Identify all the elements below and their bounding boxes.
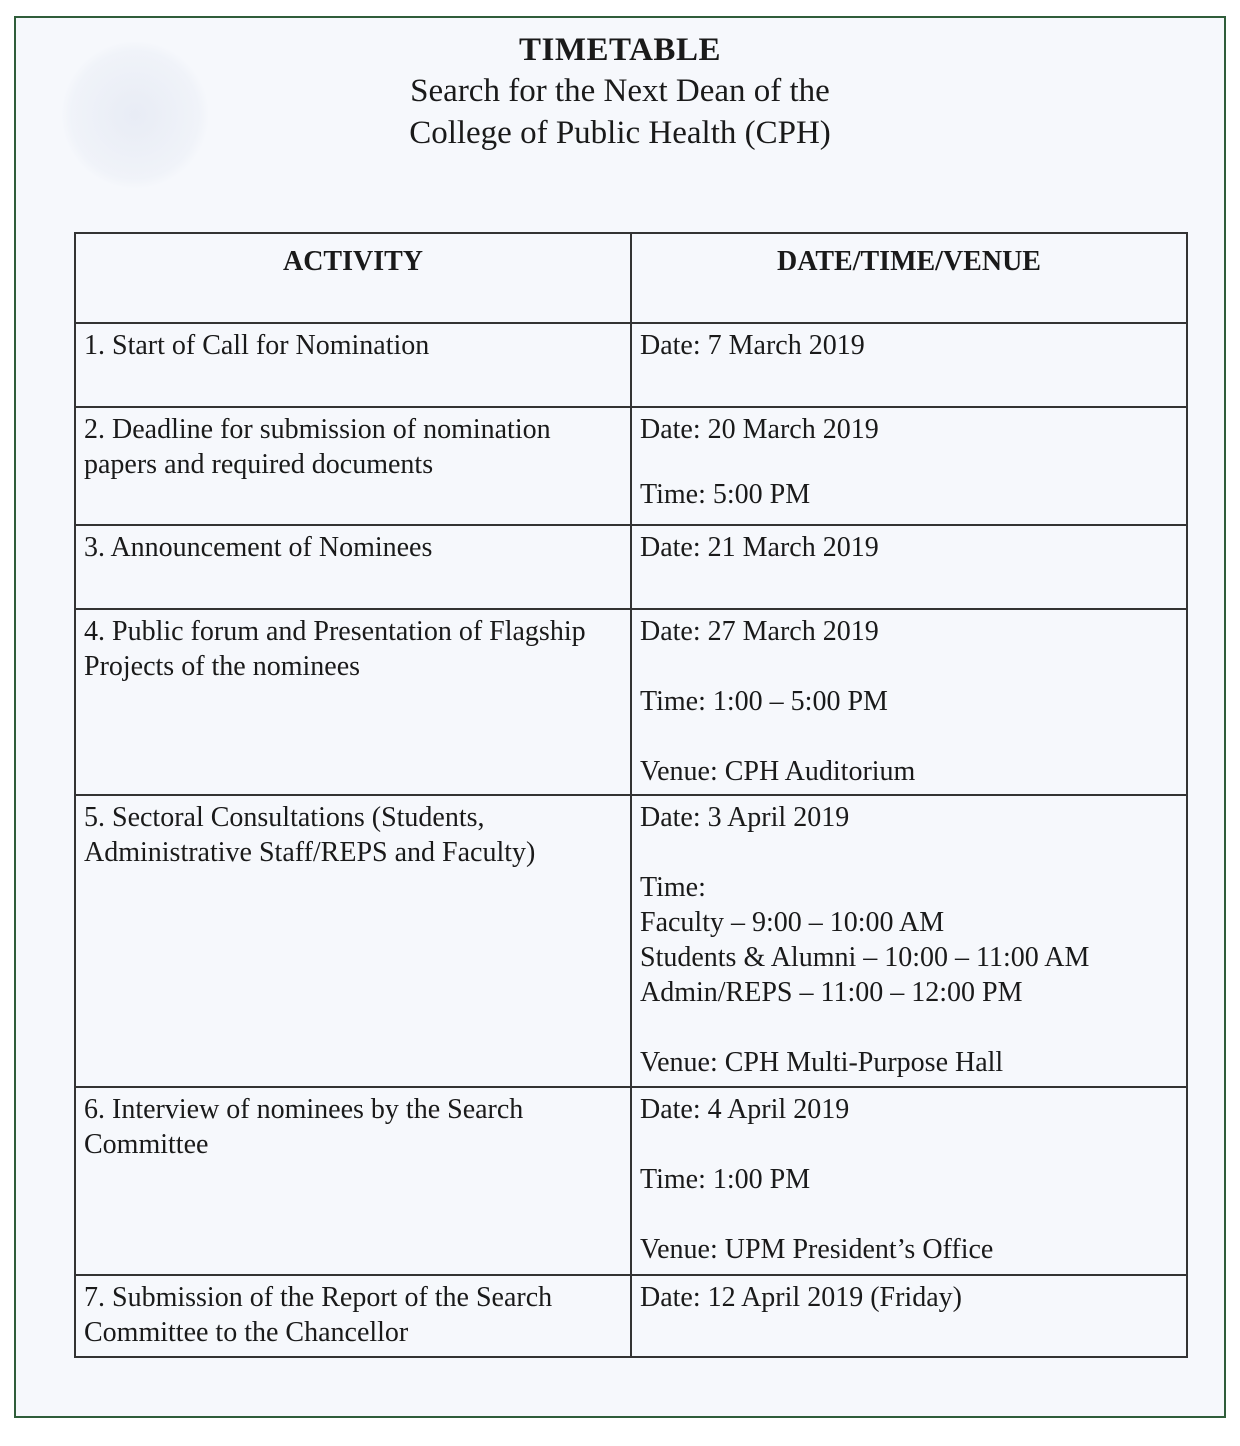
date-text: Date: 20 March 2019 xyxy=(640,414,879,445)
date-text: Date: 7 March 2019 xyxy=(640,330,865,361)
schedule-cell xyxy=(631,1275,1187,1357)
activity-cell: 5. Sectoral Consultations (Students, Administrative Staff/REPS and Faculty) xyxy=(75,795,631,1087)
document-subtitle-line-1: Search for the Next Dean of the xyxy=(410,73,830,109)
date-text: Date: 12 April 2019 (Friday) xyxy=(640,1282,962,1313)
venue-text: Venue: CPH Multi-Purpose Hall xyxy=(640,1047,1004,1078)
time-slot: Admin/REPS – 11:00 – 12:00 PM xyxy=(640,977,1023,1008)
schedule-cell xyxy=(631,609,1187,795)
activity-cell: 6. Interview of nominees by the Search Committee xyxy=(75,1087,631,1275)
timetable xyxy=(74,232,1188,1358)
venue-text: Venue: CPH Auditorium xyxy=(640,756,916,787)
activity-cell: 4. Public forum and Presentation of Flagship Projects of the nominees xyxy=(75,609,631,795)
date-text: Date: 21 March 2019 xyxy=(640,532,879,563)
schedule-cell xyxy=(631,407,1187,525)
time-text: Time: 1:00 – 5:00 PM xyxy=(640,686,888,717)
activity-cell: 2. Deadline for submission of nomination papers and required documents xyxy=(75,407,631,525)
schedule-cell xyxy=(631,1087,1187,1275)
time-slot: Students & Alumni – 10:00 – 11:00 AM xyxy=(640,942,1090,973)
schedule-cell xyxy=(631,323,1187,407)
activity-cell: 1. Start of Call for Nomination xyxy=(75,323,631,407)
column-header-date-time-venue: DATE/TIME/VENUE xyxy=(631,233,1187,323)
schedule-cell xyxy=(631,795,1187,1087)
table-row xyxy=(75,1087,1187,1275)
activity-cell: 3. Announcement of Nominees xyxy=(75,525,631,609)
document-header xyxy=(0,30,1240,154)
date-text: Date: 3 April 2019 xyxy=(640,802,850,833)
venue-text: Venue: UPM President’s Office xyxy=(640,1234,994,1265)
table-row xyxy=(75,1275,1187,1357)
table-header-row xyxy=(75,233,1187,323)
table-row xyxy=(75,407,1187,525)
column-header-activity: ACTIVITY xyxy=(75,233,631,323)
activity-cell: 7. Submission of the Report of the Search Committee to the Chancellor xyxy=(75,1275,631,1357)
time-slot: Faculty – 9:00 – 10:00 AM xyxy=(640,907,945,938)
schedule-cell xyxy=(631,525,1187,609)
table-row xyxy=(75,525,1187,609)
table-row xyxy=(75,323,1187,407)
document-title: TIMETABLE xyxy=(519,32,721,68)
table-row xyxy=(75,609,1187,795)
time-text: Time: 1:00 PM xyxy=(640,1164,811,1195)
date-text: Date: 27 March 2019 xyxy=(640,616,879,647)
document-subtitle-line-2: College of Public Health (CPH) xyxy=(409,115,831,151)
date-text: Date: 4 April 2019 xyxy=(640,1094,850,1125)
time-text: Time: xyxy=(640,872,706,903)
table-row xyxy=(75,795,1187,1087)
time-text: Time: 5:00 PM xyxy=(640,479,811,510)
